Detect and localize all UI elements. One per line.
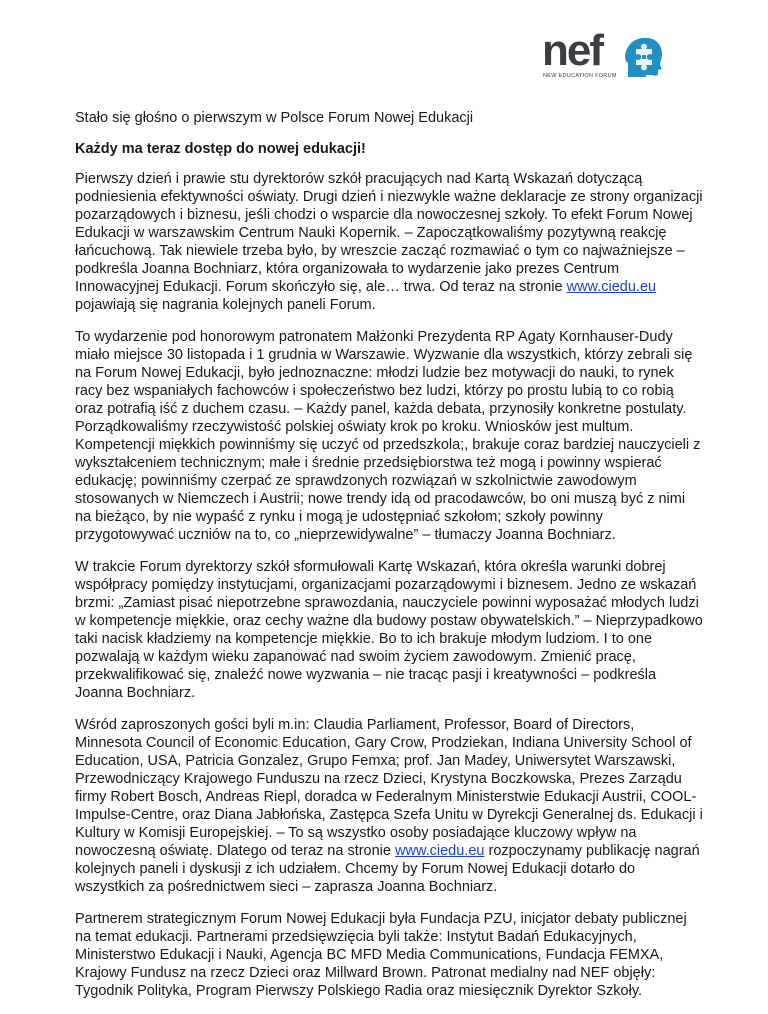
- paragraph-5: Partnerem strategicznym Forum Nowej Edukacji była Fundacja PZU, inicjator debaty publicznej na temat edukacji. Partnerami przedsięwzięcia byli także: Instytut Badań Edukacyjnych, Ministerstwo Edukacji i Nauki, Agencja BC MFD Media Communications, Fundacja FEMXA, Krajowy Fundusz na rzecz Dzieci oraz Millward Brown. Patronat medialny nad NEF objęły: Tygodnik Polityka, Program Pierwszy Polskiego Radia oraz miesięcznik Dyrektor Szkoły.: [75, 911, 687, 999]
- ciedu-link[interactable]: www.ciedu.eu: [566, 279, 657, 295]
- paragraph-1-text-end: pojawiają się nagrania kolejnych paneli Forum.: [75, 297, 376, 313]
- article: [75, 109, 705, 1014]
- paragraph-3: W trakcie Forum dyrektorzy szkół sformułowali Kartę Wskazań, która określa warunki dobrej współpracy pomiędzy instytucjami, organizacjami pozarządowymi i biznesem. Jedno ze wskazań brzmi: „Zamiast pisać niepotrzebne sprawozdania, nauczyciele powinni wyposażać młodych ludzi w kompetencje miękkie, oraz cechy ważne dla budowy postaw obywatelskich.” – Nieprzypadkowo taki nacisk kładziemy na kompetencje miękkie. Bo to ich brakuje młodym ludziom. I to one pozwalają w każdym wieku zapanować nad swoim życiem zawodowym. Zmienić pracę, przekwalifikować się, znaleźć nowe wyzwania – nie tracąc pasji i kreatywności – podkreśla Joanna Bochniarz.: [75, 559, 703, 701]
- article-headline: Stało się głośno o pierwszym w Polsce Forum Nowej Edukacji: [75, 110, 474, 126]
- head-puzzle-icon: [622, 35, 664, 77]
- paragraph-4-text: Wśród zaproszonych gości byli m.in: Claudia Parliament, Professor, Board of Directors, Minnesota Council of Economic Education, Gary Crow, Prodziekan, Indiana University School of Education, USA, Patricia Gonzalez, Grupo Femxa; prof. Jan Madey, Uniwersytet Warszawski, Przewodniczący Krajowego Funduszu na rzecz Dzieci, Krystyna Boczkowska, Prezes Zarządu firmy Robert Bosch, Andreas Riepl, doradca w Federalnym Ministerstwie Edukacji Austrii, COOL-Impulse-Centre, oraz Diana Jabłońska, Zastępca Szefa Unitu w Dyrekcji Generalnej ds. Edukacji i Kultury w Komisji Europejskiej. – To są wszystko osoby posiadające kluczowy wpływ na nowoczesną oświatę. Dlatego od teraz na stronie: [75, 717, 703, 859]
- article-subheading: Każdy ma teraz dostęp do nowej edukacji!: [75, 141, 366, 157]
- paragraph-4-text-end: rozpoczynamy publikację nagrań kolejnych paneli i dyskusji z ich udziałem. Chcemy by Forum Nowej Edukacji dotarło do wszystkich za pośrednictwem sieci – zaprasza Joanna Bochniarz.: [75, 843, 700, 895]
- paragraph-1: [75, 170, 705, 314]
- paragraph-1-text: Pierwszy dzień i prawie stu dyrektorów szkół pracujących nad Kartą Wskazań dotyczącą podniesienia efektywności oświaty. Drugi dzień i niezwykle ważne deklaracje ze strony organizacji pozarządowych i biznesu, jeśli chodzi o wsparcie dla nowoczesnej szkoły. To efekt Forum Nowej Edukacji w warszawskim Centrum Nauki Kopernik. – Zapoczątkowaliśmy pozytywną reakcję łańcuchową. Tak niewiele trzeba było, by wreszcie zacząć rozmawiać o tym co najważniejsze – podkreśla Joanna Bochniarz, która organizowała to wydarzenie jako prezes Centrum Innowacyjnej Edukacji. Forum skończyło się, ale… trwa. Od teraz na stronie: [75, 171, 703, 295]
- ciedu-link[interactable]: www.ciedu.eu: [395, 843, 485, 859]
- nef-logo: [542, 26, 668, 81]
- logo-wordmark: nef: [542, 26, 602, 75]
- paragraph-4: [75, 716, 705, 896]
- logo-subtitle: NEW EDUCATION FORUM: [543, 73, 617, 79]
- paragraph-2: To wydarzenie pod honorowym patronatem Małżonki Prezydenta RP Agaty Kornhauser-Dudy miało miejsce 30 listopada i 1 grudnia w Warszawie. Wyzwanie dla wszystkich, którzy zebrali się na Forum Nowej Edukacji, było jednoznaczne: młodzi ludzie bez motywacji do nauki, to rynek racy bez wspaniałych fachowców i społeczeństwo bez ludzi, którzy po prostu lubią to co robią oraz potrafią iść z duchem czasu. – Każdy panel, każda debata, przynosiły konkretne postulaty. Porządkowaliśmy rzeczywistość polskiej oświaty krok po kroku. Wniosków jest multum. Kompetencji miękkich powinniśmy się uczyć od przedszkola;, brakuje coraz bardziej nauczycieli z wykształceniem technicznym; małe i średnie przedsiębiorstwa też mogą i powinny wspierać edukację; powinniśmy czerpać ze sprawdzonych rozwiązań w szkolnictwie zawodowym stosowanych w Niemczech i Austrii; nowe trendy idą od pracodawców, bo oni muszą być z nimi na bieżąco, by nie wypaść z rynku i mogą je udostępniać szkołom; szkoły powinny przygotowywać uczniów na to, co „nieprzewidywalne” – tłumaczy Joanna Bochniarz.: [75, 329, 701, 543]
